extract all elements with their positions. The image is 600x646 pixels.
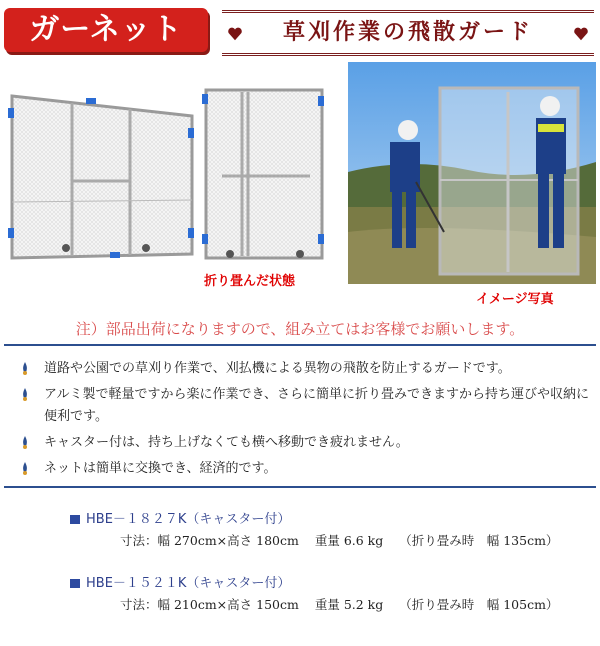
- list-item: [8, 384, 593, 428]
- usage-image-photo: [348, 62, 596, 284]
- image-caption: イメージ写真: [476, 292, 554, 307]
- feature-text: 道路や公園での草刈り作業で、刈払機による異物の飛散を防止するガードです。: [44, 361, 511, 376]
- list-item: [8, 432, 593, 454]
- product-size: 寸法：幅 270cm×高さ 180cm: [120, 533, 299, 548]
- net-folded-photo: [200, 84, 328, 264]
- feature-text: キャスター付は、持ち上げなくても横へ移動でき疲れません。: [44, 435, 409, 450]
- product-folded-width: （折り畳み時 幅 135cm）: [399, 533, 559, 548]
- bullet-icon: [18, 461, 32, 475]
- net-unfolded-photo: [6, 88, 198, 264]
- square-icon: [70, 579, 80, 588]
- product-2: [70, 572, 590, 613]
- product-spec: [70, 531, 590, 549]
- list-item: [8, 458, 593, 480]
- square-icon: [70, 515, 80, 524]
- feature-text: ネットは簡単に交換でき、経済的です。: [44, 461, 277, 476]
- divider: [4, 344, 596, 346]
- product-name: HBE－１８２７K（キャスター付）: [70, 508, 590, 527]
- product-size: 寸法：幅 210cm×高さ 150cm: [120, 597, 299, 612]
- banner: [222, 10, 594, 56]
- banner-title: 草刈作業の飛散ガード: [282, 20, 533, 45]
- folded-caption: 折り畳んだ状態: [204, 274, 296, 289]
- product-weight: 重量 5.2 kg: [314, 597, 384, 612]
- feature-list: [8, 358, 593, 484]
- bullet-icon: [18, 387, 32, 401]
- bullet-icon: [18, 435, 32, 449]
- divider: [4, 486, 596, 488]
- product-spec: [70, 595, 590, 613]
- header: [0, 0, 600, 58]
- bullet-icon: [18, 361, 32, 375]
- product-folded-width: （折り畳み時 幅 105cm）: [399, 597, 559, 612]
- product-name: HBE－１５２１K（キャスター付）: [70, 572, 590, 591]
- title-badge: [4, 8, 208, 52]
- list-item: [8, 358, 593, 380]
- product-1: [70, 508, 590, 549]
- page-title: ガーネット: [29, 12, 183, 47]
- feature-text: アルミ製で軽量ですから楽に作業でき、さらに簡単に折り畳みできますから持ち運びや収納に便利です。: [44, 387, 589, 424]
- product-weight: 重量 6.6 kg: [314, 533, 384, 548]
- assembly-note: 注）部品出荷になりますので、組み立てはお客様でお願いします。: [75, 320, 525, 338]
- heart-icon: [572, 25, 590, 43]
